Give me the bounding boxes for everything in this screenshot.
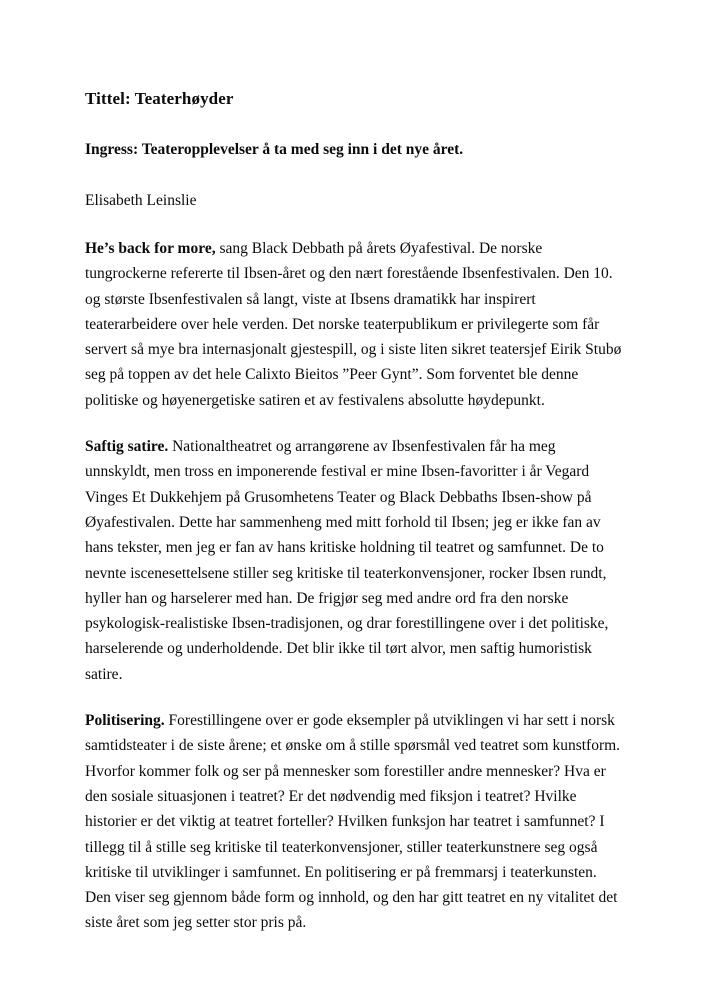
paragraph-3-lead: Politisering. [85, 712, 165, 730]
paragraph-1-lead: He’s back for more, [85, 240, 216, 257]
paragraph-1-body: sang Black Debbath på årets Øyafestival. De norske tungrockerne refererte til Ibsen-året og den nært forestående Ibsenfestivalen. Den 10. og største Ibsenfestivalen så langt, viste at Ibsens dramatikk har inspirert teaterarbeidere over hele verden. Det norske teaterpublikum er privilegerte som får servert så mye bra internasjonalt gjestespill, og i siste liten sikret teatersjef Eirik Stubø seg på toppen av det hele Calixto Bieitos ”Peer Gynt”. Som forventet ble denne politiske og høyenergetiske satiren et av festivalens absolutte høydepunkt. [85, 240, 622, 409]
paragraph-3 [85, 708, 622, 936]
paragraph-2-body: Nationaltheatret og arrangørene av Ibsenfestivalen får ha meg unnskyldt, men tross en imponerende festival er mine Ibsen-favoritter i år Vegard Vinges Et Dukkehjem på Grusomhetens Teater og Black Debbaths Ibsen-show på Øyafestivalen. Dette har sammenheng med mitt forhold til Ibsen; jeg er ikke fan av hans tekster, men jeg er fan av hans kritiske holdning til teatret og samfunnet. De to nevnte iscenesettelsene stiller seg kritiske til teaterkonvensjoner, rocker Ibsen rundt, hyller han og harselerer med han. De frigjør seg med andre ord fra den norske psykologisk-realistiske Ibsen-tradisjonen, og drar forestillingene over i det politiske, harselerende og underholdende. Det blir ikke til tørt alvor, men saftig humoristisk satire. [85, 438, 609, 683]
paragraph-1 [85, 236, 622, 413]
author-byline: Elisabeth Leinslie [85, 192, 197, 209]
paragraph-3-body: Forestillingene over er gode eksempler på utviklingen vi har sett i norsk samtidsteater i de siste årene; et ønske om å stille spørsmål ved teatret som kunstform. Hvorfor kommer folk og ser på mennesker som forestiller andre mennesker? Hva er den sosiale situasjonen i teatret? Er det nødvendig med fiksjon i teatret? Hvilke historier er det viktig at teatret forteller? Hvilken funksjon har teatret i samfunnet? I tillegg til å stille seg kritiske til teaterkonvensjoner, stiller teaterkunstnere seg også kritiske til utviklinger i samfunnet. En politisering er på fremmarsj i teaterkunsten. Den viser seg gjennom både form og innhold, og den har gitt teatret en ny vitalitet det siste året som jeg setter stor pris på. [85, 712, 621, 932]
paragraph-2 [85, 434, 622, 687]
paragraph-2-lead: Saftig satire. [85, 438, 169, 456]
document-title: Tittel: Teaterhøyder [85, 89, 234, 108]
document-ingress: Ingress: Teateropplevelser å ta med seg inn i det nye året. [85, 141, 464, 158]
